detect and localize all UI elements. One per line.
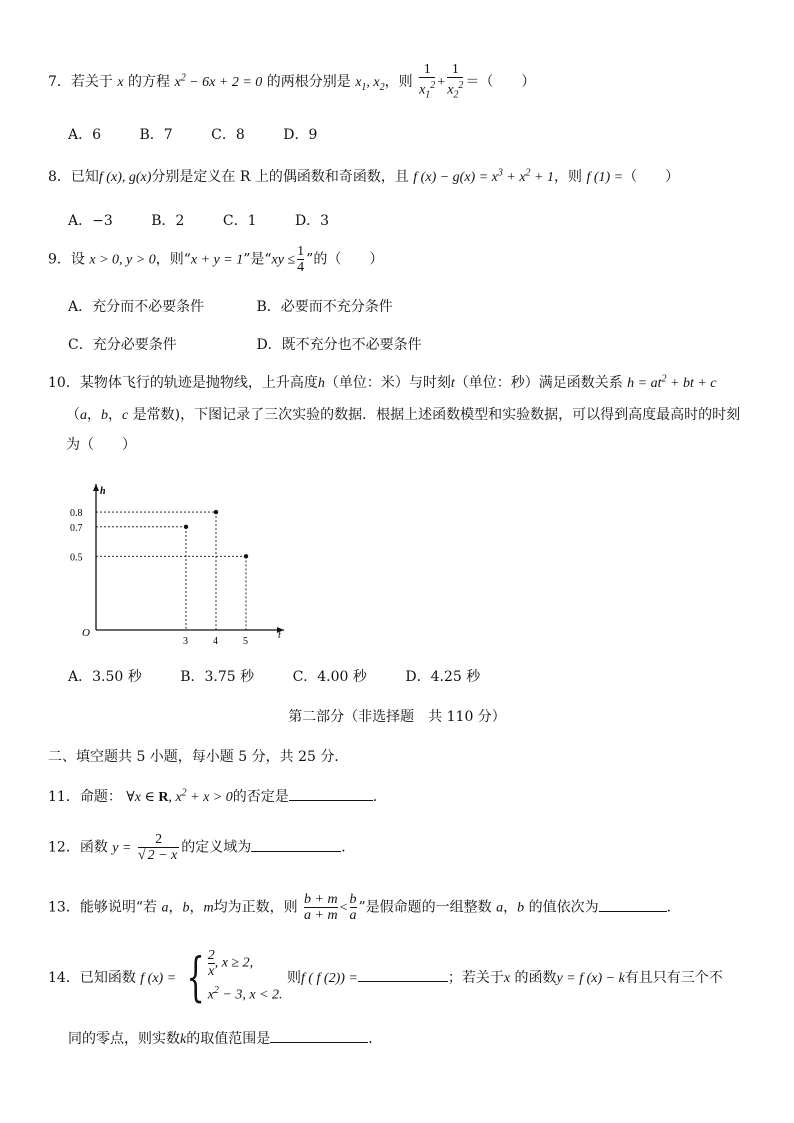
q12-fraction: $\frac{2}{√ 2 - x}$ <box>137 832 178 863</box>
q7-equation: $x^2 - 6x + 2 = 0$ <box>174 72 263 91</box>
question-10-line-1: 10．某物体飞行的轨迹是抛物线，上升高度h（单位：米）与时刻t（单位：秒）满足函数关系 $h = at^2$ + bt + c <box>48 373 717 391</box>
q8-option-d[interactable]: D．3 <box>294 213 330 229</box>
q9-option-a[interactable]: A．充分而不必要条件 <box>68 299 205 315</box>
q9-options-row-2 <box>68 334 754 354</box>
q14-answer-blank-1[interactable] <box>358 967 448 982</box>
x-axis-label: t <box>278 630 281 641</box>
q7-option-d[interactable]: D．9 <box>283 127 318 143</box>
y-axis-arrow <box>93 484 99 491</box>
q7-option-c[interactable]: C．8 <box>211 127 245 143</box>
q10-option-a[interactable]: A．3.50 秒 <box>68 669 142 685</box>
q8-options <box>68 210 754 230</box>
x-tick-label: 4 <box>213 636 218 647</box>
q7-fraction-2: $\frac{1}{x_2^2}$ <box>447 62 464 101</box>
q8-option-a[interactable]: A．−3 <box>68 213 113 229</box>
q10-option-c[interactable]: C．4.00 秒 <box>292 669 367 685</box>
x-tick-label: 3 <box>183 636 188 647</box>
q11-answer-blank[interactable] <box>289 786 373 801</box>
origin-label: O <box>82 627 90 639</box>
q7-roots: $x_1$, $x_2$ <box>355 75 385 94</box>
q9-option-d[interactable]: D．既不充分也不必要条件 <box>256 337 422 353</box>
question-14: 14．已知函数 f (x) = { $\frac{2}{x}$ , x ≥ 2, $x^2 - 3$, x < 2. 则f ( f (2)) = ；若关于x 的函数y = f (x) − k有且只有三个不 <box>48 947 723 1008</box>
q9-option-b[interactable]: B．必要而不充分条件 <box>256 299 393 315</box>
data-point <box>244 554 248 558</box>
q13-fraction-1: $\frac{b + m}{a + m}$ <box>304 892 338 923</box>
q7-fraction-1: $\frac{1}{x_1^2}$ <box>419 62 436 101</box>
q9-option-c[interactable]: C．充分必要条件 <box>68 337 177 353</box>
question-13: 13．能够说明“若 a，b，m均为正数，则 $\frac{b + m}{a + m}$ < $\frac{b}{a}$ ”是假命题的一组整数 a，b 的值依次为 ． <box>48 892 681 923</box>
q10-option-d[interactable]: D．4.25 秒 <box>405 669 481 685</box>
data-point <box>184 525 188 529</box>
q7-option-a[interactable]: A．6 <box>68 127 102 143</box>
q9-fraction: $\frac{1}{4}$ <box>297 244 305 275</box>
q8-ask: f (1) = <box>586 170 624 185</box>
question-7: 7．若关于 x 的方程 $x^2 - 6x + 2 = 0$ 的两根分别是 $x_1$, $x_2$，则 $\frac{1}{x_1^2}$ + $\frac{1}{x_2^2}$ ＝（ ） <box>48 62 536 101</box>
q12-answer-blank[interactable] <box>251 837 341 852</box>
section-heading: 二、填空题共 5 小题，每小题 5 分，共 25 分． <box>48 749 349 765</box>
q8-equation: f $(x) - g(x) = x^3 + x^2 + 1$ <box>413 167 554 185</box>
q7-options <box>68 124 754 144</box>
q10-options <box>68 666 754 686</box>
question-10-line-2: （a，b，c 是常数)，下图记录了三次实验的数据．根据上述函数模型和实验数据，可以得到高度最高时的时刻 <box>66 407 741 423</box>
y-tick-label: 0.8 <box>70 508 83 520</box>
q9-eq1: x + y = 1 <box>190 252 244 268</box>
data-point <box>214 510 218 514</box>
q14-answer-blank-2[interactable] <box>270 1028 368 1043</box>
q9-options-row-1 <box>68 296 754 316</box>
question-11: 11．命题： ∀x ∈ R, $x^2 + x > 0$的否定是 ． <box>48 787 387 805</box>
part-2-title: 第二部分（非选择题 共 110 分） <box>288 709 506 725</box>
question-12: 12．函数 y = $\frac{2}{√ 2 - x}$ 的定义域为 ． <box>48 832 356 863</box>
q7-option-b[interactable]: B．7 <box>139 127 173 143</box>
question-14-line-2: 同的零点，则实数k的取值范围是 ． <box>68 1028 754 1048</box>
q9-condition: x > 0, y > 0 <box>89 252 156 268</box>
question-10-line-3: 为（ ） <box>66 437 136 453</box>
q10-formula: $h = at^2$ + bt + c <box>627 373 717 391</box>
q13-fraction-2: $\frac{b}{a}$ <box>349 892 357 923</box>
y-tick-label: 0.7 <box>70 522 83 534</box>
q11-expression: ∀x ∈ R, $x^2 + x > 0$ <box>126 787 233 805</box>
q9-eq2: xy ≤ <box>271 252 296 268</box>
q8-option-b[interactable]: B．2 <box>151 213 185 229</box>
experiment-chart <box>68 480 288 650</box>
y-tick-label: 0.5 <box>70 552 83 564</box>
question-8: 8．已知f (x), g(x)分别是定义在 R 上的偶函数和奇函数，且 f $(x) - g(x) = x^3 + x^2 + 1$，则 f (1) =（ ） <box>48 167 680 185</box>
question-9: 9．设 x > 0, y > 0，则“x + y = 1”是“xy ≤ $\frac{1}{4}$ ”的（ ） <box>48 244 384 275</box>
q13-answer-blank[interactable] <box>599 897 667 912</box>
q14-piecewise: { $\frac{2}{x}$ , x ≥ 2, $x^2 - 3$, x < 2. <box>186 947 283 1008</box>
x-tick-label: 5 <box>243 636 248 647</box>
q8-option-c[interactable]: C．1 <box>222 213 257 229</box>
y-axis-label: h <box>100 486 106 497</box>
q8-functions: f (x), g(x) <box>98 170 152 185</box>
q10-option-b[interactable]: B．3.75 秒 <box>180 669 255 685</box>
